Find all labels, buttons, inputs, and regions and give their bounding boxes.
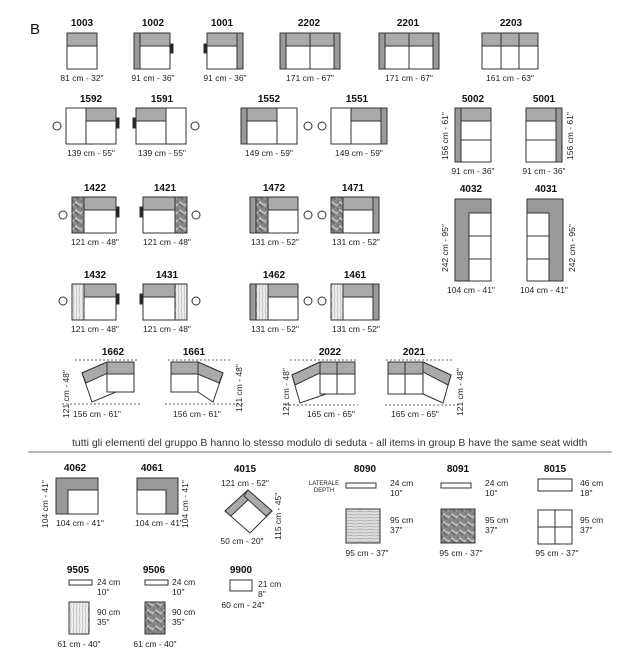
module-width: 131 cm - 52" (332, 237, 380, 247)
module-code: 5002 (461, 94, 485, 105)
module-width: 139 cm - 55" (138, 148, 186, 158)
module-5002-drawing (455, 108, 491, 162)
module-size: 95 cm 37" (390, 515, 414, 535)
module-width: 156 cm - 61" (173, 409, 221, 419)
module-width: 104 cm - 41" (135, 518, 183, 528)
module-code: 2201 (396, 18, 420, 29)
module-2021-drawing (385, 360, 458, 405)
module-depth: 115 cm - 45" (273, 492, 283, 540)
module-code: 9900 (229, 565, 253, 576)
module-top-width: 121 cm - 52" (221, 478, 269, 488)
module-code: 1591 (150, 94, 174, 105)
module-4032-drawing (455, 199, 491, 281)
module-1462-drawing (250, 284, 312, 320)
module-1431-drawing (140, 284, 200, 320)
module-8015-drawing (538, 479, 572, 544)
module-code: 8090 (353, 464, 377, 475)
module-height: 24 cm 10" (485, 478, 509, 498)
module-code: 9505 (66, 565, 90, 576)
module-width: 139 cm - 55" (67, 148, 115, 158)
module-width: 104 cm - 41" (56, 518, 104, 528)
module-2201-drawing (379, 33, 439, 69)
module-width: 50 cm - 20" (220, 536, 264, 546)
module-code: 8091 (446, 464, 470, 475)
module-code: 2021 (402, 347, 426, 358)
module-1471-drawing (318, 197, 379, 233)
module-1592-drawing (53, 108, 119, 144)
module-width: 61 cm - 40" (57, 639, 101, 649)
module-size: 90 cm 35" (97, 607, 121, 627)
module-1552-drawing (241, 108, 312, 144)
module-2202-drawing (280, 33, 340, 69)
module-code: 4032 (459, 184, 483, 195)
module-code: 2202 (297, 18, 321, 29)
module-height: 24 cm 10" (172, 577, 196, 597)
module-code: 4015 (233, 464, 257, 475)
module-width: 91 cm - 36" (451, 166, 495, 176)
module-depth: 104 cm - 41" (40, 480, 50, 528)
module-4031-drawing (527, 199, 563, 281)
module-code: 5001 (532, 94, 556, 105)
module-width: 165 cm - 65" (307, 409, 355, 419)
module-height: 24 cm 10" (390, 478, 414, 498)
module-code: 1421 (153, 183, 177, 194)
module-code: 2022 (318, 347, 342, 358)
module-1472-drawing (250, 197, 312, 233)
section-letter: B (30, 21, 41, 38)
module-width: 131 cm - 52" (332, 324, 380, 334)
module-width: 131 cm - 52" (251, 237, 299, 247)
module-depth: 121 cm - 48" (234, 364, 244, 412)
module-width: 60 cm - 24" (221, 600, 265, 610)
module-width: 149 cm - 59" (245, 148, 293, 158)
module-1551-drawing (318, 108, 387, 144)
module-width: 81 cm - 32" (60, 73, 104, 83)
module-width: 149 cm - 59" (335, 148, 383, 158)
module-4062-drawing (56, 478, 98, 514)
module-9505-drawing (69, 580, 92, 634)
module-width: 171 cm - 67" (286, 73, 334, 83)
module-8091-drawing (441, 483, 475, 543)
module-1591-drawing (133, 108, 199, 144)
module-size: 90 cm 35" (172, 607, 196, 627)
module-code: 4062 (63, 463, 87, 474)
module-code: 1461 (343, 270, 367, 281)
module-width: 91 cm - 36" (203, 73, 247, 83)
module-width: 121 cm - 48" (71, 324, 119, 334)
module-width: 91 cm - 36" (522, 166, 566, 176)
module-width: 91 cm - 36" (131, 73, 175, 83)
module-width: 95 cm - 37" (535, 548, 579, 558)
module-code: 1551 (345, 94, 369, 105)
module-code: 1432 (83, 270, 107, 281)
module-code: 8015 (543, 464, 567, 475)
module-height: 46 cm 18" (580, 478, 604, 498)
module-width: 171 cm - 67" (385, 73, 433, 83)
module-depth: 242 cm - 95" (567, 224, 577, 272)
module-1001-drawing (204, 33, 243, 69)
module-1432-drawing (59, 284, 119, 320)
module-width: 104 cm - 41" (447, 285, 495, 295)
module-1661-drawing (165, 360, 243, 404)
module-width: 165 cm - 65" (391, 409, 439, 419)
module-8090-drawing (346, 483, 380, 543)
module-code: 4031 (534, 184, 558, 195)
module-size: 95 cm 37" (485, 515, 509, 535)
module-code: 1462 (262, 270, 286, 281)
module-1662-drawing (62, 360, 140, 404)
module-code: 1592 (79, 94, 103, 105)
module-code: 1002 (141, 18, 165, 29)
module-width: 95 cm - 37" (345, 548, 389, 558)
module-height: 24 cm 10" (97, 577, 121, 597)
module-depth: 121 cm - 48" (455, 368, 465, 416)
module-code: 1552 (257, 94, 281, 105)
module-code: 9506 (142, 565, 166, 576)
module-code: 1431 (155, 270, 179, 281)
module-code: 1003 (70, 18, 94, 29)
module-5001-drawing (526, 108, 562, 162)
module-depth: 121 cm - 48" (281, 368, 291, 416)
module-width: 156 cm - 61" (73, 409, 121, 419)
module-2022-drawing (285, 360, 358, 405)
module-depth: 156 cm - 61" (565, 112, 575, 160)
module-9900-drawing (230, 580, 252, 591)
module-1422-drawing (59, 197, 119, 233)
module-1421-drawing (140, 197, 200, 233)
module-width: 104 cm - 41" (520, 285, 568, 295)
module-width: 121 cm - 48" (143, 237, 191, 247)
module-code: 4061 (140, 463, 164, 474)
module-code: 1662 (101, 347, 125, 358)
module-code: 1661 (182, 347, 206, 358)
module-height: 21 cm 8" (258, 579, 282, 599)
module-4015-drawing (225, 490, 272, 533)
module-2203-drawing (482, 33, 538, 69)
module-depth: 242 cm - 95" (440, 224, 450, 272)
module-width: 95 cm - 37" (439, 548, 483, 558)
module-size: 95 cm 37" (580, 515, 604, 535)
module-code: 2203 (499, 18, 523, 29)
module-1003-drawing (67, 33, 97, 69)
module-width: 131 cm - 52" (251, 324, 299, 334)
module-width: 121 cm - 48" (71, 237, 119, 247)
module-1002-drawing (134, 33, 173, 69)
module-depth: 104 cm - 41" (180, 480, 190, 528)
module-width: 161 cm - 63" (486, 73, 534, 83)
module-code: 1472 (262, 183, 286, 194)
module-1461-drawing (318, 284, 379, 320)
module-width: 61 cm - 40" (133, 639, 177, 649)
module-code: 1471 (341, 183, 365, 194)
module-4061-drawing (137, 478, 178, 514)
module-9506-drawing (145, 580, 168, 634)
module-code: 1001 (210, 18, 234, 29)
module-depth: 156 cm - 61" (440, 112, 450, 160)
module-depth: 121 cm - 48" (61, 370, 71, 418)
depth-label: LATERALE DEPTH (308, 481, 340, 494)
group-note: tutti gli elementi del gruppo B hanno lo stesso modulo di seduta - all items in group B have the same seat width (72, 437, 588, 449)
module-width: 121 cm - 48" (143, 324, 191, 334)
module-code: 1422 (83, 183, 107, 194)
